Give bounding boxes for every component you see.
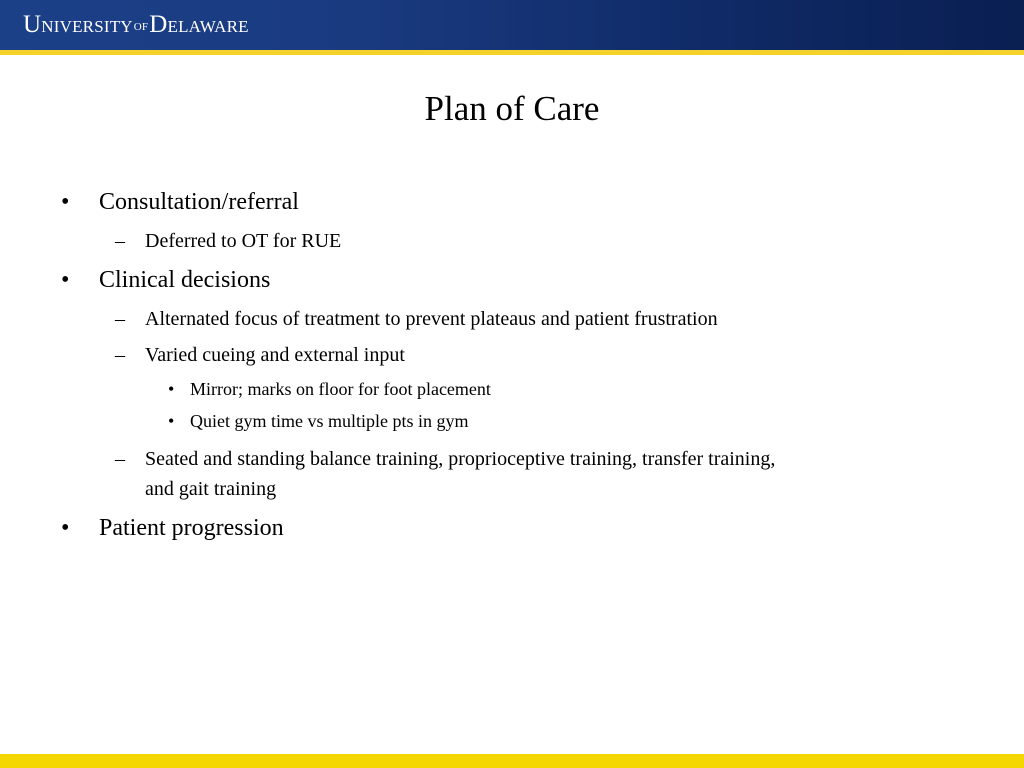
university-logo: UNIVERSITYOFDELAWARE [23,11,249,38]
bullet-marker: – [115,308,125,330]
bullet-marker: • [61,189,70,215]
bullet-continuation [145,477,276,501]
bullet-text: Clinical decisions [99,267,271,293]
bullet-text: Mirror; marks on floor for foot placement [190,379,491,399]
footer-gold-rule [0,754,1024,768]
bullet-item [61,266,271,295]
bullet-text: Quiet gym time vs multiple pts in gym [190,411,469,431]
bullet-item [115,447,776,471]
bullet-item [61,188,299,217]
bullet-marker: • [61,515,70,541]
bullet-marker: • [168,411,175,431]
bullet-marker: – [115,344,125,366]
bullet-text: Deferred to OT for RUE [145,230,342,252]
bullet-item [168,379,491,401]
bullet-marker: • [168,379,175,399]
bullet-text: Varied cueing and external input [145,344,405,366]
bullet-item [168,411,469,433]
bullet-item [115,229,342,253]
bullet-marker: – [115,448,125,470]
bullet-text: Alternated focus of treatment to prevent plateaus and patient frustration [145,308,718,330]
bullet-text: Seated and standing balance training, proprioceptive training, transfer training, [145,448,776,470]
bullet-item [61,514,284,543]
bullet-item [115,307,718,331]
bullet-text: and gait training [145,478,277,500]
bullet-marker: • [61,267,70,293]
bullet-item [115,343,405,367]
slide-title: Plan of Care [424,89,600,128]
bullet-text: Consultation/referral [99,189,299,215]
bullet-text: Patient progression [99,515,284,541]
bullet-marker: – [115,230,125,252]
